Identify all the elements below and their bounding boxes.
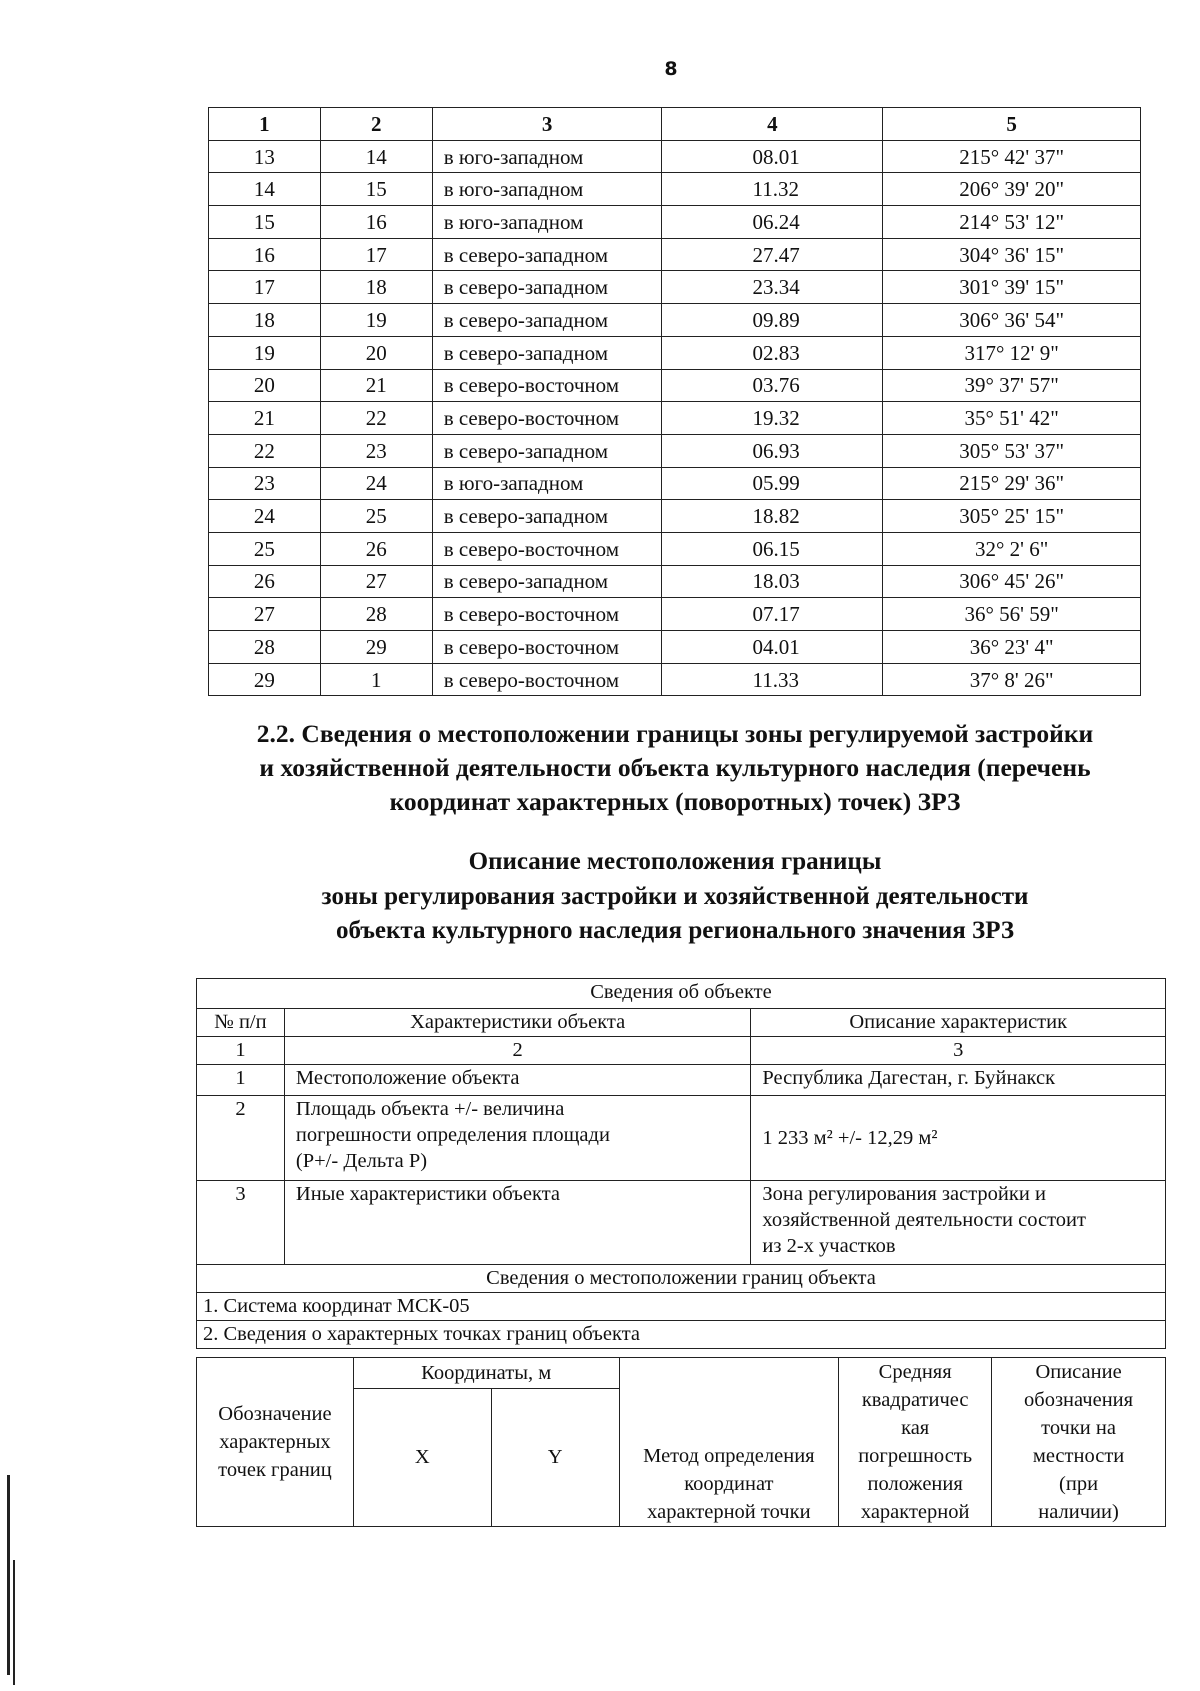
coordinates-header: Координаты, м — [353, 1358, 619, 1389]
boundaries-title: Сведения о местоположении границ объекта — [197, 1265, 1166, 1293]
table-row — [209, 434, 1141, 467]
cell-line: обозначения — [1024, 1389, 1134, 1411]
table-cell: 03.76 — [662, 369, 883, 402]
table-cell: 18.03 — [662, 565, 883, 598]
y-header: Y — [491, 1388, 619, 1526]
cell-line: погрешности определения площади — [295, 1124, 610, 1146]
cell-line: характерной — [860, 1501, 970, 1523]
table-cell: 16 — [209, 238, 321, 271]
table-row — [209, 598, 1141, 631]
cell-line: Площадь объекта +/- величина — [295, 1098, 565, 1120]
table-cell: 19 — [209, 336, 321, 369]
table-cell: 25 — [320, 500, 432, 533]
object-info-table — [196, 978, 1166, 1349]
table-cell: 14 — [209, 173, 321, 206]
table-cell: 2 — [197, 1096, 285, 1181]
table-row — [209, 663, 1141, 696]
table-row — [197, 1065, 1166, 1096]
table-cell: 08.01 — [662, 140, 883, 173]
table-cell: 317° 12' 9" — [883, 336, 1141, 369]
table-cell: 215° 29' 36" — [883, 467, 1141, 500]
table-cell: 13 — [209, 140, 321, 173]
table-cell: 304° 36' 15" — [883, 238, 1141, 271]
table-row — [209, 140, 1141, 173]
table-row — [209, 532, 1141, 565]
cell-line: Зона регулирования застройки и — [762, 1183, 1046, 1205]
heading-line: Описание местоположения границы — [468, 848, 882, 875]
heading-line: координат характерных (поворотных) точек) ЗРЗ — [389, 787, 961, 816]
table-cell: в северо-восточном — [432, 532, 662, 565]
table-cell: 23 — [209, 467, 321, 500]
table-cell: 36° 23' 4" — [883, 631, 1141, 664]
table-cell: в северо-восточном — [432, 663, 662, 696]
x-header: X — [353, 1388, 491, 1526]
table-cell: в северо-западном — [432, 304, 662, 337]
cell-line: квадратичес — [861, 1389, 969, 1411]
table-cell: 05.99 — [662, 467, 883, 500]
table-row — [197, 1358, 1166, 1389]
table-row — [197, 1321, 1166, 1349]
column-header: Характеристики объекта — [284, 1009, 751, 1037]
heading-line: зоны регулирования застройки и хозяйственной деятельности — [321, 882, 1029, 910]
cell-line: характерных — [219, 1431, 331, 1453]
table-cell: 23 — [320, 434, 432, 467]
table-cell: 35° 51' 42" — [883, 402, 1141, 435]
table-cell: в северо-восточном — [432, 598, 662, 631]
cell-line: Метод определения — [643, 1445, 815, 1467]
heading-line: и хозяйственной деятельности объекта культурного наследия (перечень — [259, 753, 1091, 782]
table-row — [209, 271, 1141, 304]
table-row — [197, 1265, 1166, 1293]
table-cell: в северо-западном — [432, 565, 662, 598]
table-cell: 27.47 — [662, 238, 883, 271]
cell-line: (Р+/- Дельта Р) — [295, 1150, 428, 1172]
table-row — [197, 1037, 1166, 1065]
cell-line: местности — [1032, 1445, 1125, 1467]
table-cell: 17 — [320, 238, 432, 271]
table-cell: 18 — [209, 304, 321, 337]
cell-line: точки на — [1041, 1417, 1116, 1439]
table-cell: в северо-восточном — [432, 402, 662, 435]
table-cell: 15 — [320, 173, 432, 206]
table-cell: 23.34 — [662, 271, 883, 304]
table-row — [197, 1096, 1166, 1181]
table-cell — [284, 1096, 751, 1181]
table-row — [209, 304, 1141, 337]
table-cell: 14 — [320, 140, 432, 173]
table-cell: 36° 56' 59" — [883, 598, 1141, 631]
table-cell: 16 — [320, 206, 432, 239]
table-row — [209, 173, 1141, 206]
column-header: 3 — [432, 108, 662, 141]
table-cell: 306° 36' 54" — [883, 304, 1141, 337]
table-cell: 3 — [197, 1181, 285, 1265]
table-cell: 06.93 — [662, 434, 883, 467]
section-heading-2-2 — [200, 717, 1150, 819]
scan-edge-line — [7, 1475, 10, 1675]
table-cell: 19.32 — [662, 402, 883, 435]
table-cell: 32° 2' 6" — [883, 532, 1141, 565]
table-cell: 2 — [284, 1037, 751, 1065]
cell-line: характерной точки — [647, 1501, 811, 1523]
cell-line: наличии) — [1038, 1501, 1119, 1523]
table-row — [209, 206, 1141, 239]
points-header-table — [196, 1357, 1166, 1527]
object-info-title: Сведения об объекте — [197, 979, 1166, 1009]
table-cell: 21 — [320, 369, 432, 402]
table-cell: 1 — [320, 663, 432, 696]
table-cell: 28 — [320, 598, 432, 631]
table-cell: 28 — [209, 631, 321, 664]
cell-line: из 2-х участков — [762, 1235, 896, 1257]
column-header: № п/п — [197, 1009, 285, 1037]
table-cell: 20 — [209, 369, 321, 402]
table-cell: 29 — [320, 631, 432, 664]
table-row — [197, 1009, 1166, 1037]
table-cell: 20 — [320, 336, 432, 369]
table-cell: 305° 53' 37" — [883, 434, 1141, 467]
table-cell: 24 — [209, 500, 321, 533]
cell-line: Обозначение — [218, 1403, 332, 1425]
table-cell: 24 — [320, 467, 432, 500]
table-cell: 09.89 — [662, 304, 883, 337]
table-cell: 214° 53' 12" — [883, 206, 1141, 239]
table-cell: в северо-западном — [432, 500, 662, 533]
table-cell — [751, 1181, 1166, 1265]
table-cell: 11.32 — [662, 173, 883, 206]
table-cell: в северо-западном — [432, 434, 662, 467]
table-cell: 26 — [320, 532, 432, 565]
table-cell: 1 — [197, 1037, 285, 1065]
table-cell: 02.83 — [662, 336, 883, 369]
table-row — [209, 369, 1141, 402]
heading-line: объекта культурного наследия регионального значения ЗРЗ — [335, 917, 1015, 944]
table-cell: 06.15 — [662, 532, 883, 565]
table-cell: 27 — [320, 565, 432, 598]
table-row — [209, 467, 1141, 500]
designation-header — [197, 1358, 354, 1527]
table-cell: 301° 39' 15" — [883, 271, 1141, 304]
table-cell: 206° 39' 20" — [883, 173, 1141, 206]
table-cell: в северо-восточном — [432, 631, 662, 664]
column-header: 4 — [662, 108, 883, 141]
table-cell: 1 233 м² +/- 12,29 м² — [751, 1096, 1166, 1181]
table-cell: 18 — [320, 271, 432, 304]
table-row — [209, 238, 1141, 271]
table-cell: 11.33 — [662, 663, 883, 696]
table-cell: в юго-западном — [432, 140, 662, 173]
table-cell: в северо-восточном — [432, 369, 662, 402]
table-cell: в северо-западном — [432, 336, 662, 369]
table-cell: 27 — [209, 598, 321, 631]
cell-line: Описание — [1035, 1361, 1122, 1383]
table-cell: в юго-западном — [432, 206, 662, 239]
table-row — [209, 565, 1141, 598]
table-row — [197, 1293, 1166, 1321]
cell-line: точек границ — [218, 1459, 332, 1481]
column-header: 5 — [883, 108, 1141, 141]
table-cell: 06.24 — [662, 206, 883, 239]
cell-line: кая — [901, 1417, 930, 1439]
table-cell: в юго-западном — [432, 467, 662, 500]
scan-edge-line — [13, 1560, 15, 1685]
cell-line: хозяйственной деятельности состоит — [762, 1209, 1086, 1231]
table-cell: Республика Дагестан, г. Буйнакск — [751, 1065, 1166, 1096]
table-cell: 17 — [209, 271, 321, 304]
table-cell: 07.17 — [662, 598, 883, 631]
table-cell: 3 — [751, 1037, 1166, 1065]
error-header — [839, 1358, 992, 1527]
table-row — [197, 979, 1166, 1009]
table-cell: 21 — [209, 402, 321, 435]
column-header: 2 — [320, 108, 432, 141]
table-cell: 29 — [209, 663, 321, 696]
table-cell: 306° 45' 26" — [883, 565, 1141, 598]
table-cell: 39° 37' 57" — [883, 369, 1141, 402]
cell-line: Средняя — [878, 1361, 952, 1383]
table-header-row — [209, 108, 1141, 141]
table-cell: Местоположение объекта — [284, 1065, 751, 1096]
coordinate-system: 1. Система координат МСК-05 — [197, 1293, 1166, 1321]
table-cell: Иные характеристики объекта — [284, 1181, 751, 1265]
table-cell: 1 — [197, 1065, 285, 1096]
point-description-header — [992, 1358, 1166, 1527]
table-cell: 15 — [209, 206, 321, 239]
cell-line: координат — [684, 1473, 774, 1495]
method-header — [619, 1358, 839, 1527]
table-cell: 305° 25' 15" — [883, 500, 1141, 533]
table-cell: 26 — [209, 565, 321, 598]
table-cell: в юго-западном — [432, 173, 662, 206]
table-cell: 18.82 — [662, 500, 883, 533]
description-heading — [200, 845, 1150, 949]
table-cell: в северо-западном — [432, 238, 662, 271]
table-body — [209, 140, 1141, 696]
table-cell: 19 — [320, 304, 432, 337]
table-cell: 04.01 — [662, 631, 883, 664]
table-row — [209, 500, 1141, 533]
column-header: 1 — [209, 108, 321, 141]
table-cell: 37° 8' 26" — [883, 663, 1141, 696]
table-row — [209, 402, 1141, 435]
table-cell: в северо-западном — [432, 271, 662, 304]
table-cell: 22 — [320, 402, 432, 435]
table-row — [197, 1181, 1166, 1265]
cell-line: (при — [1059, 1473, 1099, 1495]
table-row — [209, 336, 1141, 369]
heading-line: 2.2. Сведения о местоположении границы зоны регулируемой застройки — [256, 719, 1094, 748]
table-cell: 22 — [209, 434, 321, 467]
turning-points-table — [208, 107, 1141, 696]
table-cell: 215° 42' 37" — [883, 140, 1141, 173]
table-row — [209, 631, 1141, 664]
column-header: Описание характеристик — [751, 1009, 1166, 1037]
cell-line: погрешность — [858, 1445, 973, 1467]
table-cell: 25 — [209, 532, 321, 565]
cell-line: положения — [867, 1473, 963, 1495]
points-title: 2. Сведения о характерных точках границ объекта — [197, 1321, 1166, 1349]
page-number: 8 — [664, 58, 678, 80]
